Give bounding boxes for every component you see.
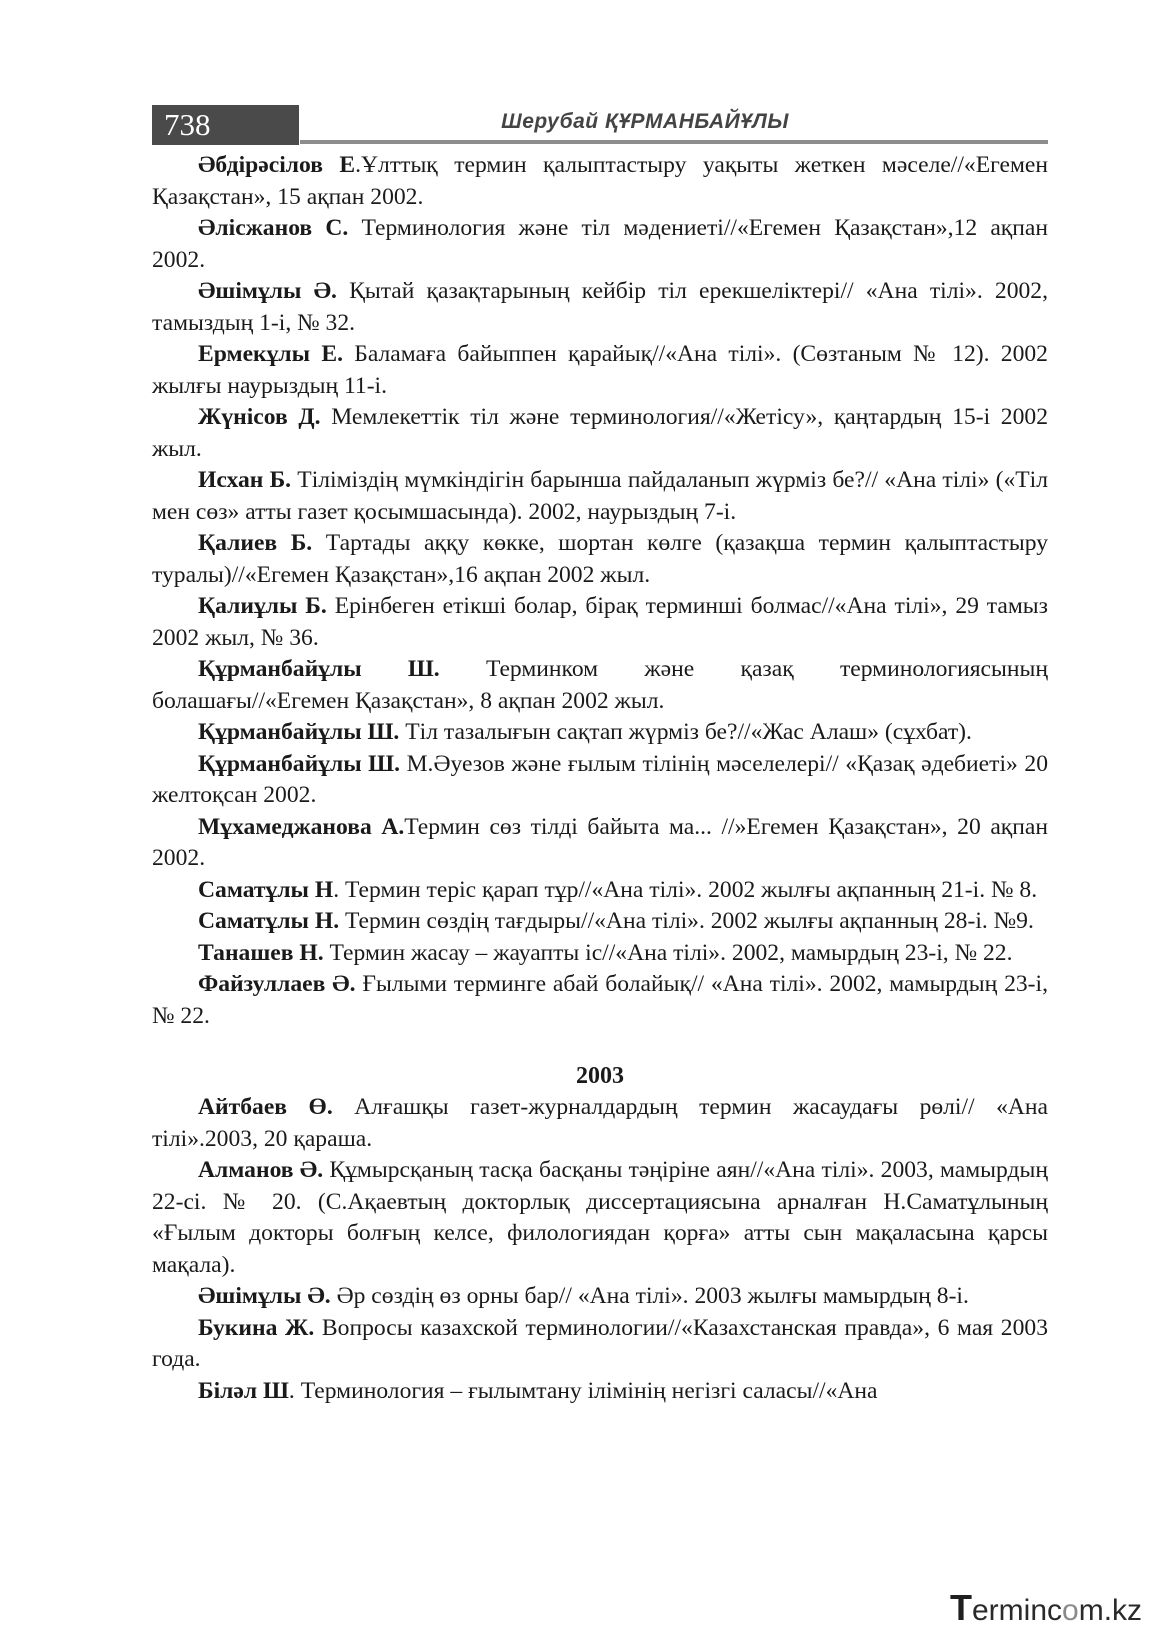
page-header — [152, 105, 1048, 147]
entry-text: Вопросы казахской терминологии//«Казахстанская правда», 6 мая 2003 года. — [152, 1314, 1048, 1372]
entry-text: Тіл тазалығын сақтап жүрміз бе?//«Жас Алаш» (сұхбат). — [399, 719, 972, 745]
entry-text: Құмырсқаның тасқа басқаны тәңіріне аян//«Ана тілі». 2003, мамырдың 22-сі. № 20. (С.Ақаевтың докторлық диссертациясына арналған Н.Саматұлының «Ғылым докторы болғың келсе, филологиядан қорға» атты сын мақаласына қарсы мақала). — [152, 1157, 1049, 1278]
entry-text: Ғылыми терминге абай болайық// «Ана тілі». 2002, мамырдың 23-і, № 22. — [152, 971, 1048, 1029]
entry-author: Мұхамеджанова А. — [198, 813, 405, 840]
entry-author: Файзуллаев Ә. — [198, 971, 356, 997]
entry-author: Әбдірәсілов Е — [198, 152, 356, 178]
bibliography-entry — [152, 969, 1048, 1032]
bibliography-entry — [152, 150, 1048, 213]
entry-author: Құрманбайұлы Ш. — [198, 656, 440, 682]
bibliography-entry — [152, 528, 1048, 591]
entry-text: .Ұлттық термин қалыптастыру уақыты жеткен мәселе//«Егемен Қазақстан», 15 ақпан 2002. — [152, 152, 1048, 210]
entry-text: . Термин теріс қарап тұр//«Ана тілі». 2002 жылғы ақпанның 21-і. № 8. — [333, 876, 1038, 903]
entry-author: Біләл Ш — [198, 1377, 289, 1404]
entry-text: Баламаға байыппен қарайық//«Ана тілі». (Сөзтаным № 12). 2002 жылғы наурыздың 11-і. — [152, 341, 1048, 399]
bibliography-entry — [152, 938, 1048, 970]
watermark-t: T — [950, 1587, 972, 1628]
entry-author: Исхан Б. — [198, 467, 292, 493]
entry-text: Алғашқы газет-журналдардың термин жасаудағы рөлі// «Ана тілі».2003, 20 қараша. — [152, 1094, 1048, 1152]
bibliography-entry — [152, 875, 1048, 907]
entry-author: Айтбаев Ө. — [198, 1094, 333, 1120]
bibliography-entry — [152, 717, 1048, 749]
entry-author: Саматұлы Н — [198, 876, 334, 903]
entry-author: Танашев Н. — [198, 939, 324, 966]
entries-2003 — [152, 1092, 1048, 1407]
year-heading: 2003 — [576, 1063, 624, 1089]
entry-text: Терминология және тіл мәдениеті//«Егемен Қазақстан»,12 ақпан 2002. — [152, 215, 1048, 273]
bibliography-entry — [152, 749, 1048, 812]
bibliography-entry — [152, 906, 1048, 938]
entries-2002 — [152, 150, 1048, 1032]
entry-author: Әшімұлы Ә. — [198, 1283, 331, 1309]
entry-text: Тартады аққу көкке, шортан көлге (қазақша термин қалыптастыру туралы)//«Егемен Қазақстан»,16 ақпан 2002 жыл. — [152, 530, 1048, 588]
entry-author: Құрманбайұлы Ш. — [198, 750, 400, 777]
bibliography-entry — [152, 339, 1048, 402]
entry-text: Термин сөздің тағдыры//«Ана тілі». 2002 жылғы ақпанның 28-і. №9. — [339, 908, 1034, 934]
header-rule — [300, 140, 1048, 144]
entry-text: Әр сөздің өз орны бар// «Ана тілі». 2003 жылғы мамырдың 8-і. — [330, 1283, 969, 1309]
bibliography-content — [152, 150, 1048, 1407]
bibliography-entry — [152, 1281, 1048, 1313]
entry-text: Термин жасау – жауапты іс//«Ана тілі». 2002, мамырдың 23-і, № 22. — [323, 939, 1013, 966]
entry-author: Қалиұлы Б. — [198, 593, 327, 619]
bibliography-entry — [152, 1155, 1048, 1281]
bibliography-entry — [152, 213, 1048, 276]
entry-author: Букина Ж. — [198, 1314, 315, 1341]
entry-author: Жүнісов Д. — [198, 404, 321, 430]
entry-author: Әлісжанов С. — [198, 215, 349, 241]
entry-text: Термин сөз тілді байыта ма... //»Егемен Қазақстан», 20 ақпан 2002. — [152, 813, 1048, 871]
entry-author: Қалиев Б. — [198, 530, 313, 556]
bibliography-entry — [152, 1092, 1048, 1155]
watermark-o: o — [1062, 1594, 1079, 1627]
watermark-end: m.kz — [1078, 1594, 1143, 1627]
page-number: 738 — [152, 105, 299, 145]
termincom-watermark — [950, 1588, 1150, 1628]
entry-text: Ерінбеген етікші болар, бірақ терминші болмас//«Ана тілі», 29 тамыз 2002 жыл, № 36. — [152, 593, 1048, 651]
bibliography-entry — [152, 1313, 1048, 1376]
entry-text: Терминком және қазақ терминологиясының болашағы//«Егемен Қазақстан», 8 ақпан 2002 жыл. — [152, 656, 1048, 714]
entry-author: Саматұлы Н. — [198, 908, 340, 934]
bibliography-entry — [152, 276, 1048, 339]
bibliography-entry — [152, 654, 1048, 717]
entry-text: Мемлекеттік тіл және терминология//«Жетісу», қаңтардың 15-і 2002 жыл. — [152, 404, 1048, 462]
entry-author: Ермекұлы Е. — [198, 341, 343, 367]
entry-text: М.Әуезов және ғылым тілінің мәселелері// «Қазақ әдебиеті» 20 желтоқсан 2002. — [152, 750, 1048, 808]
entry-author: Құрманбайұлы Ш. — [198, 719, 400, 745]
bibliography-entry — [152, 812, 1048, 875]
entry-text: . Терминология – ғылымтану ілімінің негізгі саласы//«Ана — [288, 1377, 878, 1404]
bibliography-entry — [152, 1376, 1048, 1408]
entry-text: Тіліміздің мүмкіндігін барынша пайдаланып жүрміз бе?// «Ана тілі» («Тіл мен сөз» атты газет қосымшасында). 2002, наурыздың 7-і. — [152, 467, 1048, 525]
entry-author: Алманов Ә. — [198, 1157, 324, 1183]
bibliography-entry — [152, 465, 1048, 528]
entry-author: Әшімұлы Ә. — [198, 278, 337, 304]
entry-text: Қытай қазақтарының кейбір тіл ерекшеліктері// «Ана тілі». 2002, тамыздың 1-і, № 32. — [152, 278, 1048, 336]
bibliography-entry — [152, 591, 1048, 654]
watermark-middle: erminc — [972, 1594, 1063, 1627]
bibliography-entry — [152, 402, 1048, 465]
running-title: Шерубай ҚҰРМАНБАЙҰЛЫ — [501, 110, 789, 133]
